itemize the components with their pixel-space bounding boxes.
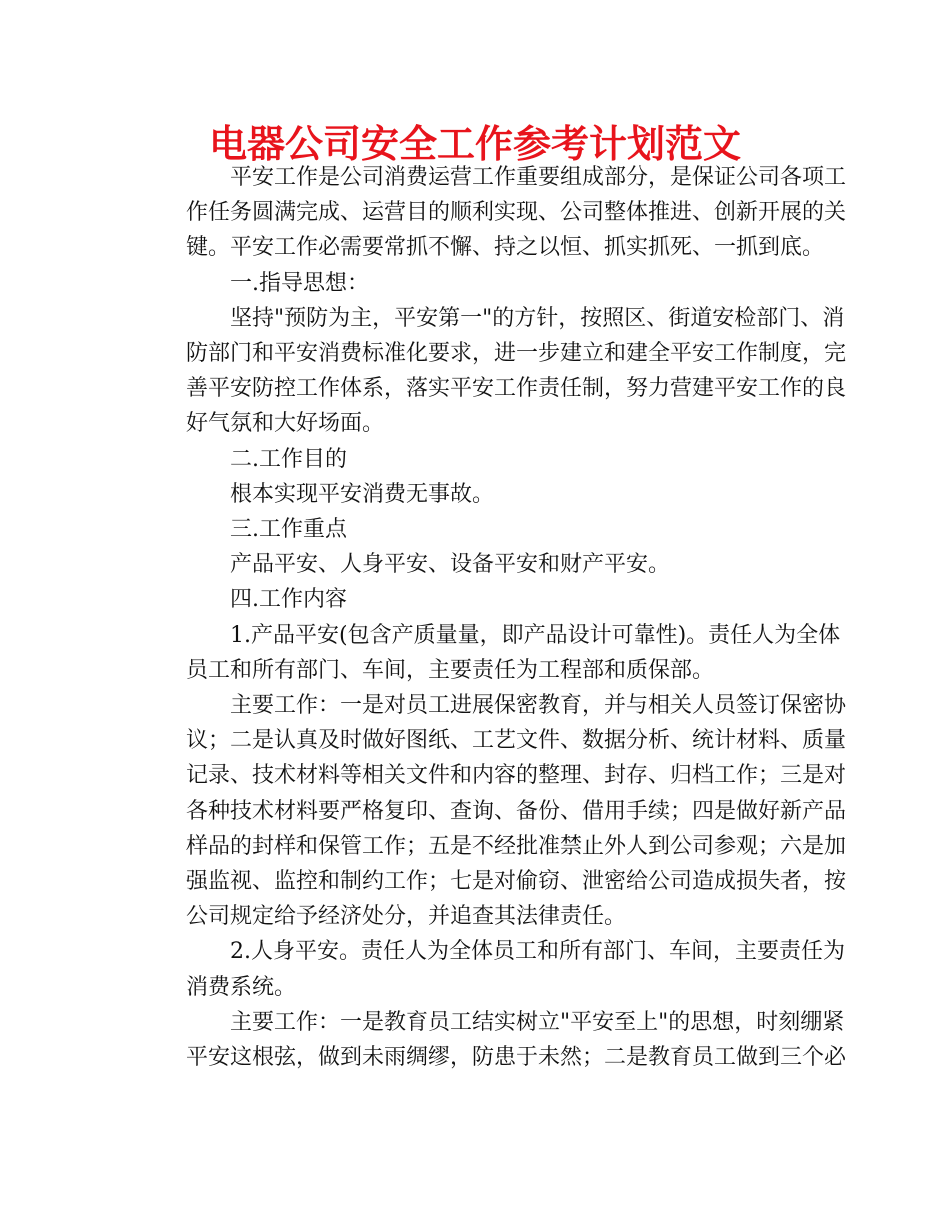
paragraph-line: 平安这根弦，做到未雨绸缪，防患于未然；二是教育员工做到三个必 bbox=[186, 1045, 847, 1071]
paragraph-work-goal bbox=[142, 477, 810, 512]
paragraph-line: 坚持"预防为主，平安第一"的方针，按照区、街道安检部门、消 bbox=[230, 305, 845, 331]
paragraph-personal-safety bbox=[142, 934, 845, 1004]
heading-line: 三.工作重点 bbox=[230, 517, 347, 543]
heading-line: 四.工作内容 bbox=[230, 587, 347, 613]
section-heading-work-content bbox=[142, 582, 810, 617]
paragraph-line: 根本实现平安消费无事故。 bbox=[230, 481, 495, 507]
paragraph-line: 平安工作是公司消费运营工作重要组成部分，是保证公司各项工 bbox=[230, 165, 847, 190]
paragraph-line: 产品平安、人身平安、设备平安和财产平安。 bbox=[230, 552, 671, 578]
paragraph-intro bbox=[142, 160, 847, 266]
heading-line: 一.指导思想： bbox=[230, 270, 369, 296]
section-heading-work-goal bbox=[142, 442, 810, 477]
paragraph-line: 样品的封样和保管工作；五是不经批准禁止外人到公司参观；六是加 bbox=[186, 833, 847, 859]
paragraph-line: 善平安防控工作体系，落实平安工作责任制，努力营建平安工作的良 bbox=[186, 376, 847, 402]
paragraph-line: 主要工作：一是教育员工结实树立"平安至上"的思想，时刻绷紧 bbox=[230, 1009, 845, 1035]
paragraph-line: 公司规定给予经济处分，并追查其法律责任。 bbox=[186, 904, 627, 930]
paragraph-work-focus bbox=[142, 547, 810, 582]
paragraph-personal-safety-tasks bbox=[142, 1005, 847, 1075]
paragraph-line: 主要工作：一是对员工进展保密教育，并与相关人员签订保密协 bbox=[230, 693, 847, 719]
section-heading-guiding-thought bbox=[142, 266, 810, 301]
document-body bbox=[142, 160, 847, 1075]
paragraph-product-safety-tasks bbox=[142, 688, 847, 934]
paragraph-line: 议；二是认真及时做好图纸、工艺文件、数据分析、统计材料、质量 bbox=[186, 728, 847, 754]
paragraph-product-safety bbox=[142, 618, 841, 688]
paragraph-line: 好气氛和大好场面。 bbox=[186, 411, 385, 437]
paragraph-line: 消费系统。 bbox=[186, 974, 297, 1000]
paragraph-line: 记录、技术材料等相关文件和内容的整理、封存、归档工作；三是对 bbox=[186, 763, 847, 789]
paragraph-line: 防部门和平安消费标准化要求，进一步建立和建全平安工作制度，完 bbox=[186, 341, 847, 367]
paragraph-line: 员工和所有部门、车间，主要责任为工程部和质保部。 bbox=[186, 657, 715, 683]
paragraph-line: 强监视、监控和制约工作；七是对偷窃、泄密给公司造成损失者，按 bbox=[186, 869, 847, 895]
document-title: 电器公司安全工作参考计划范文 bbox=[208, 122, 741, 166]
heading-line: 二.工作目的 bbox=[230, 446, 347, 472]
paragraph-line: 各种技术材料要严格复印、查询、备份、借用手续；四是做好新产品 bbox=[186, 798, 847, 824]
paragraph-line: 1.产品平安(包含产质量量，即产品设计可靠性)。责任人为全体 bbox=[230, 622, 841, 648]
paragraph-line: 键。平安工作必需要常抓不懈、持之以恒、抓实抓死、一抓到底。 bbox=[186, 235, 825, 261]
paragraph-line: 2.人身平安。责任人为全体员工和所有部门、车间，主要责任为 bbox=[230, 939, 845, 965]
paragraph-line: 作任务圆满完成、运营目的顺利实现、公司整体推进、创新开展的关 bbox=[186, 200, 847, 226]
section-heading-work-focus bbox=[142, 512, 810, 547]
paragraph-guiding-thought bbox=[142, 301, 847, 442]
